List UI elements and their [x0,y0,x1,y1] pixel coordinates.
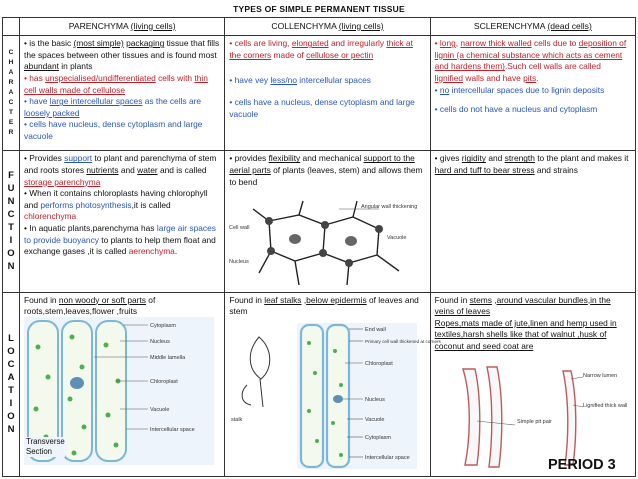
label-cell-wall: Cell wall [229,225,250,232]
label-middle-lamella: Middle lamella [150,354,186,361]
label-end-wall: End wall [365,326,387,333]
label-simple-pit-pair: Simple pit pair [516,418,552,425]
label-angular-wall: Angular wall thickening [361,204,418,211]
header-sclerenchyma: SCLERENCHYMA (dead cells) [430,18,635,36]
header-parenchyma: PARENCHYMA (living cells) [20,18,225,36]
label-chloroplast: Chloroplast [150,378,178,385]
transverse-section-label: Transverse Section [26,436,65,456]
label-cytoplasm: Cytoplasm [365,434,392,441]
corner-cell [3,18,20,36]
label-intercellular-space: Intercellular space [150,426,195,433]
collenchyma-cell-figure [229,201,419,285]
character-parenchyma: • is the basic (most simple) packaging tissue that fills the spaces between other tissues and is found most abundant in plants • has unspecialised/undifferentiated cells with thin cell walls made of cellulose • have large intercellular spaces as the cells are loosely packed • cells have nucleus, dense cytoplasm and large vacuole [20,36,225,151]
label-chloroplast: Chloroplast [365,360,394,367]
tissue-table [2,17,636,477]
sclerenchyma-cell-figure [443,365,627,469]
location-sclerenchyma: Found in stems ,around vascular bundles,in the veins of leaves Ropes,mats made of jute,linen and hemp used in textiles,harsh shells like that of walnut ,husk of coconut and seed coat are Simple pit pair Narrow lumen Lignified thick wall [430,292,635,477]
label-nucleus: Nucleus [229,259,250,266]
label-nucleus: Nucleus [150,338,170,345]
character-row [3,36,636,151]
page-title: TYPES OF SIMPLE PERMANENT TISSUE [233,4,405,14]
character-sclerenchyma: • long, narrow thick walled cells due to deposition of lignin (a chemical substance which acts as cement and hardens them).Such cell walls are called lignified walls and have pits. • no intercellular spaces due to lignin deposits • cells do not have a nucleus and cytoplasm [430,36,635,151]
side-label-character: C H A R A C T E R [3,36,20,151]
function-parenchyma: • Provides support to plant and parenchyma of stem and roots stores nutrients and water and is called storage parenchyma • When it contains chloroplasts having chlorophyll and performs photosynthesis,it is called chlorenchyma • In aquatic plants,parenchyma has large air spaces to provide buoyancy to plants to help them float and exchange gases ,it is called aerenchyma. [20,151,225,292]
location-collenchyma: Found in leaf stalks ,below epidermis of leaves and stem stalk End wall Primary cell wall thickened at corners Chloroplast Nucleus Vacuole Cytoplasm Intercellular space [225,292,430,477]
header-row [3,18,636,36]
leaf-stalk-figure [229,327,299,427]
character-collenchyma: • cells are living, elongated and irregularly thick at the corners made of cellulose or pectin • have vey less/no intercellular spaces • cells have a nucleus, dense cytoplasm and large vacuole [225,36,430,151]
label-vacuole: Vacuole [150,406,170,413]
label-vacuole: Vacuole [365,416,385,423]
period-label: PERIOD 3 [548,457,616,473]
label-primary-wall: Primary cell wall thickened at corners [365,338,442,344]
location-row [3,292,636,477]
function-row [3,151,636,292]
function-sclerenchyma: • gives rigidity and strength to the plant and makes it hard and tuff to bear stress and strains [430,151,635,292]
header-collenchyma: COLLENCHYMA (living cells) [225,18,430,36]
side-label-function: F U N C T I O N [3,151,20,292]
label-cytoplasm: Cytoplasm [150,322,176,329]
side-label-location: L O C A T I O N [3,292,20,477]
label-lignified-wall: Lignified thick wall [582,402,627,409]
label-stalk: stalk [231,416,243,423]
function-collenchyma: • provides flexibility and mechanical support to the aerial parts of plants (leaves, stem) and allows them to bend Angular wall thickening Cell wall Vacuole Nucleus [225,151,430,292]
label-nucleus: Nucleus [365,396,386,403]
label-intercellular-space: Intercellular space [365,454,410,461]
label-narrow-lumen: Narrow lumen [582,372,617,379]
label-vacuole: Vacuole [387,235,407,242]
location-parenchyma: Found in non woody or soft parts of roots,stem,leaves,flower ,fruits Cytoplasm Nucleus Middle lamella Chloroplast Vacuole Intercellular space Transverse Section [20,292,225,477]
